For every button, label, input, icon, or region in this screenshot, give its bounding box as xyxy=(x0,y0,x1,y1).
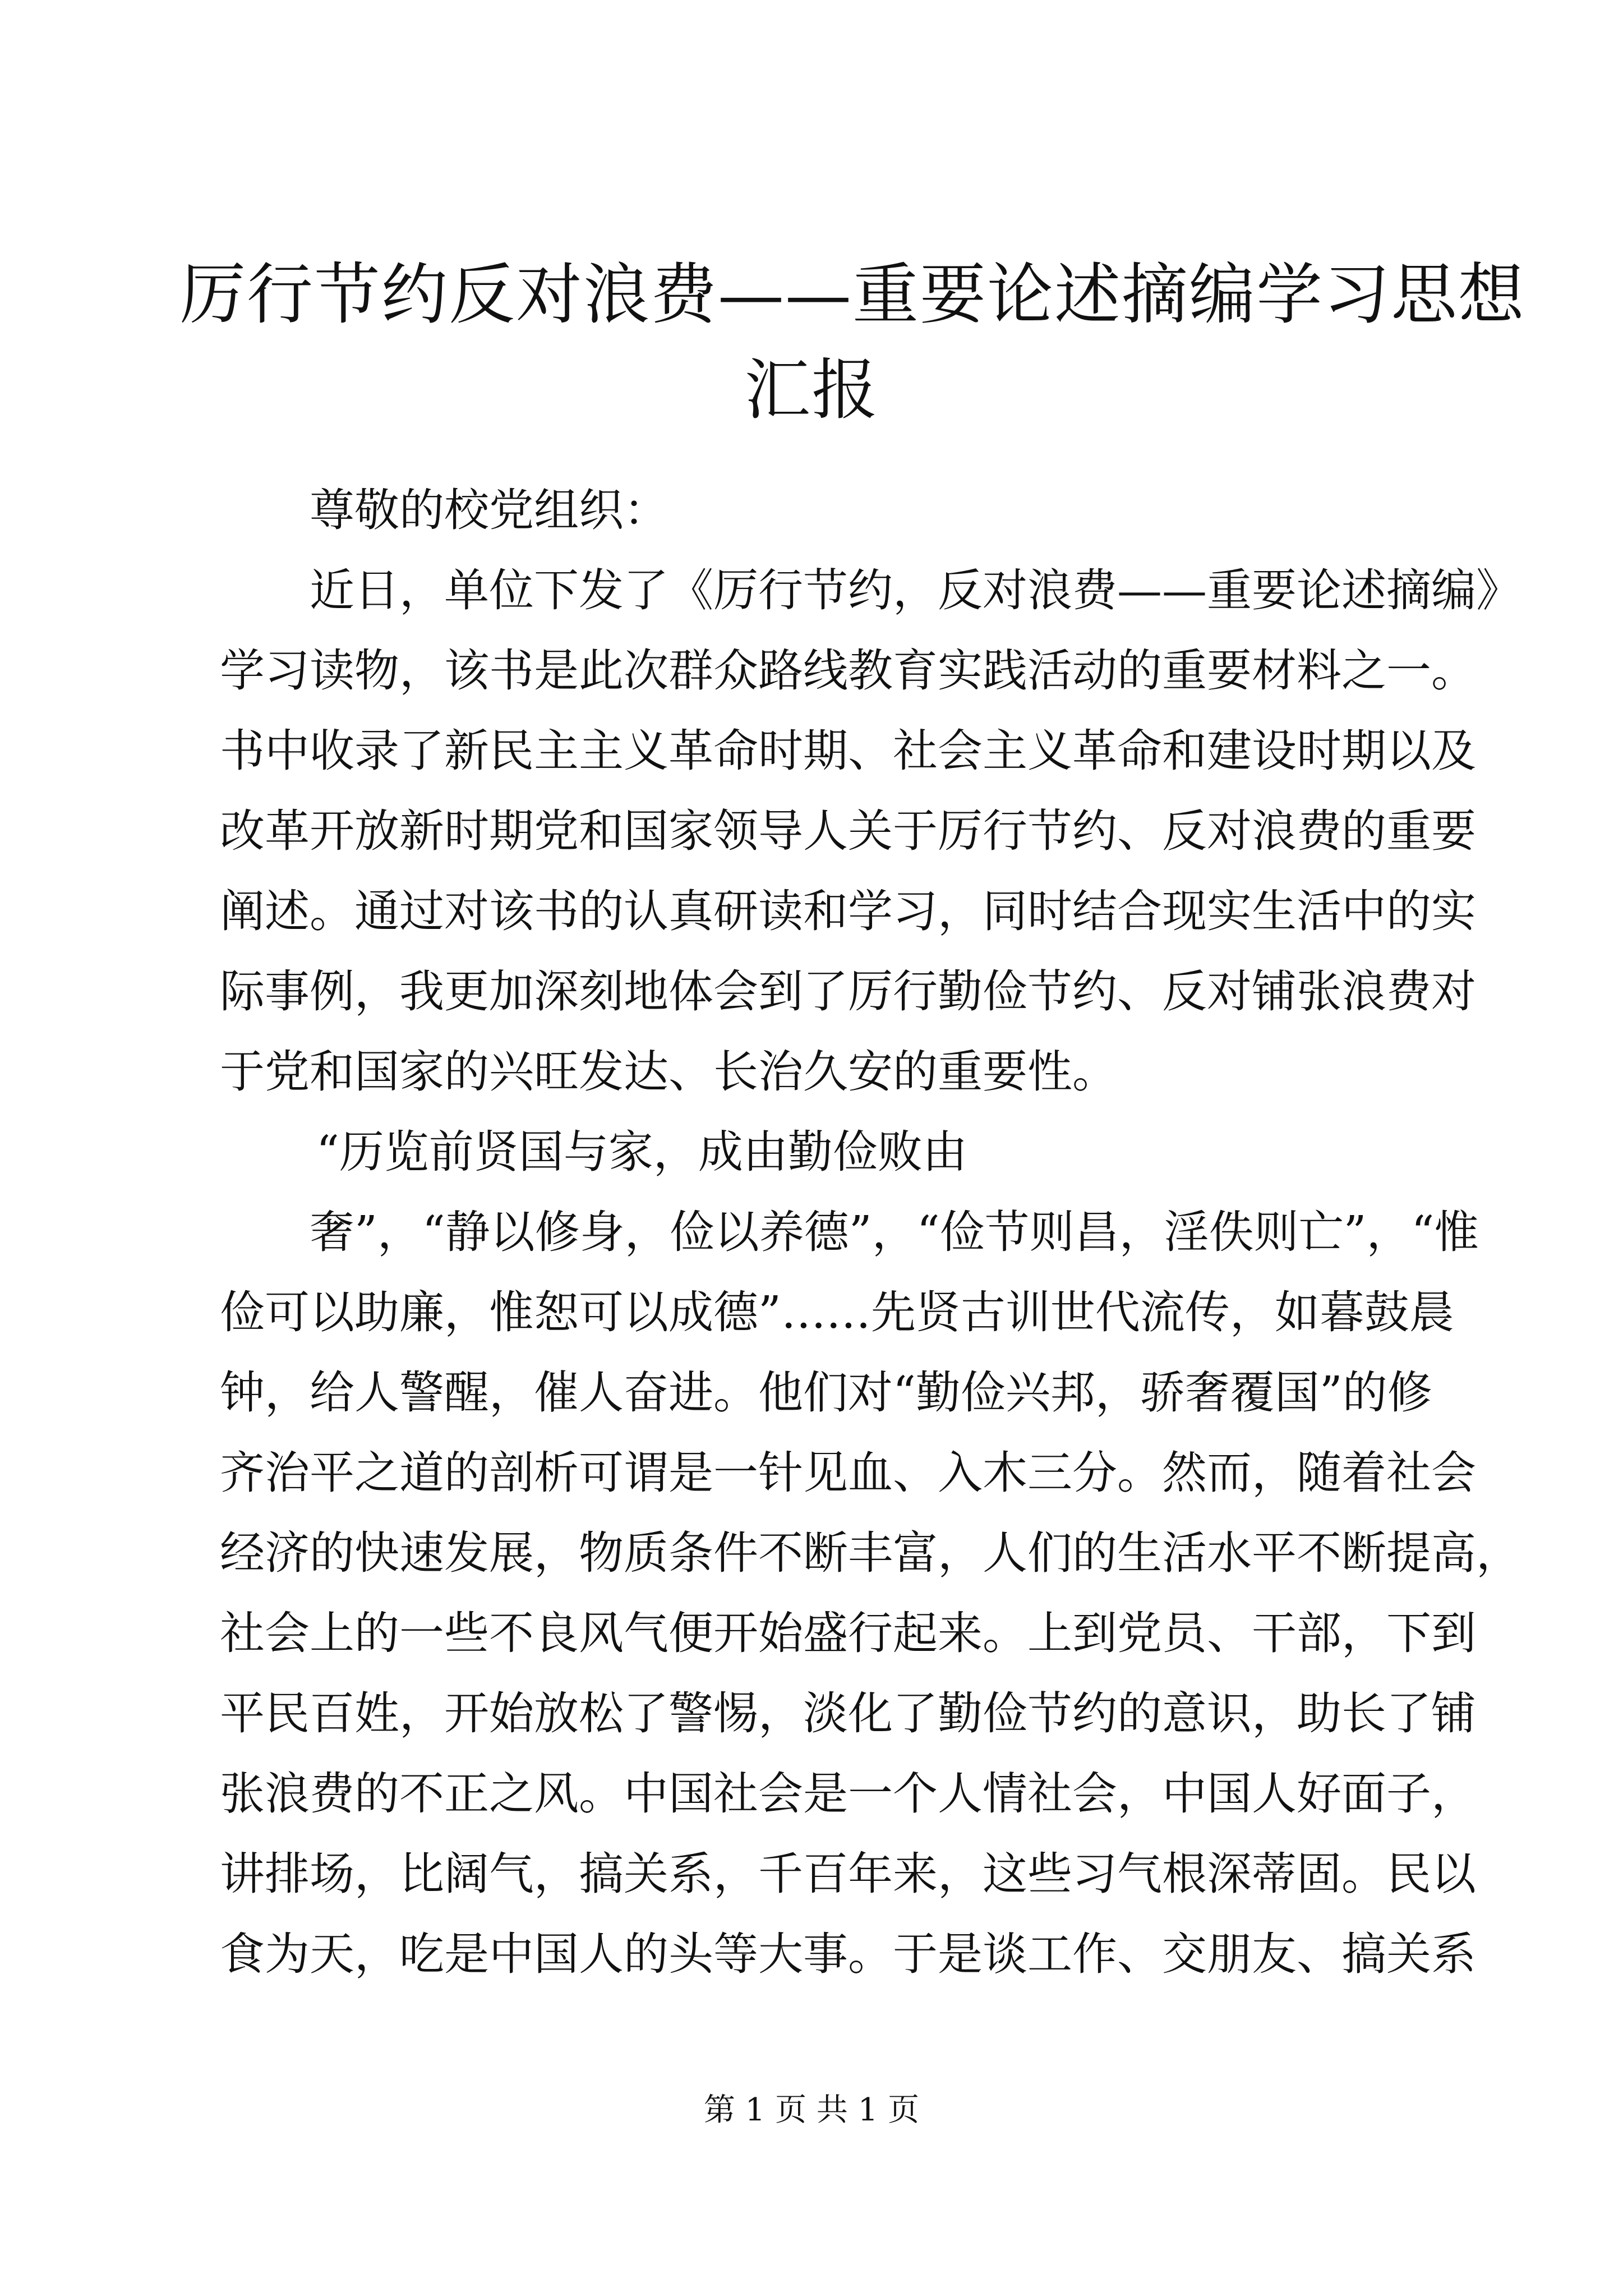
body-line: 齐治平之道的剖析可谓是一针见血、入木三分。然而，随着社会 xyxy=(220,1447,1476,1499)
body-line: 经济的快速发展，物质条件不断丰富，人们的生活水平不断提高， xyxy=(220,1527,1521,1579)
body-line: 近日，单位下发了《厉行节约，反对浪费——重要论述摘编》 xyxy=(310,564,1521,616)
body-line: 奢”，“静以修身，俭以养德”，“俭节则昌，淫佚则亡”，“惟 xyxy=(310,1206,1479,1258)
salutation: 尊敬的校党组织： xyxy=(310,484,668,536)
body-line: 社会上的一些不良风气便开始盛行起来。上到党员、干部，下到 xyxy=(220,1607,1476,1659)
body-line: 际事例，我更加深刻地体会到了厉行勤俭节约、反对铺张浪费对 xyxy=(220,965,1476,1018)
body-line: 钟，给人警醒，催人奋进。他们对“勤俭兴邦，骄奢覆国”的修 xyxy=(220,1366,1432,1419)
title-line-1: 厉行节约反对浪费——重要论述摘编学习思想 xyxy=(179,256,1526,333)
body-line: 讲排场，比阔气，搞关系，千百年来，这些习气根深蒂固。民以 xyxy=(220,1848,1476,1900)
document-body xyxy=(220,470,1521,1994)
body-line: 书中收录了新民主主义革命时期、社会主义革命和建设时期以及 xyxy=(220,725,1476,777)
body-line: 平民百姓，开始放松了警惕，淡化了勤俭节约的意识，助长了铺 xyxy=(220,1687,1476,1740)
body-line: 食为天，吃是中国人的头等大事。于是谈工作、交朋友、搞关系 xyxy=(220,1928,1476,1980)
body-line: 俭可以助廉，惟恕可以成德”……先贤古训世代流传，如暮鼓晨 xyxy=(220,1286,1454,1338)
page-footer xyxy=(0,2088,1623,2133)
quote-line: “历览前贤国与家，成由勤俭败由 xyxy=(316,1126,967,1178)
document-title xyxy=(179,247,1526,438)
body-line: 改革开放新时期党和国家领导人关于厉行节约、反对浪费的重要 xyxy=(220,805,1476,857)
body-line: 学习读物，该书是此次群众路线教育实践活动的重要材料之一。 xyxy=(220,645,1476,697)
title-line-2: 汇报 xyxy=(744,351,879,429)
body-line: 张浪费的不正之风。中国社会是一个人情社会，中国人好面子， xyxy=(220,1768,1476,1820)
body-line: 阐述。通过对该书的认真研读和学习，同时结合现实生活中的实 xyxy=(220,885,1476,937)
page-number: 第 1 页 共 1 页 xyxy=(703,2092,920,2128)
body-line: 于党和国家的兴旺发达、长治久安的重要性。 xyxy=(220,1046,1117,1098)
